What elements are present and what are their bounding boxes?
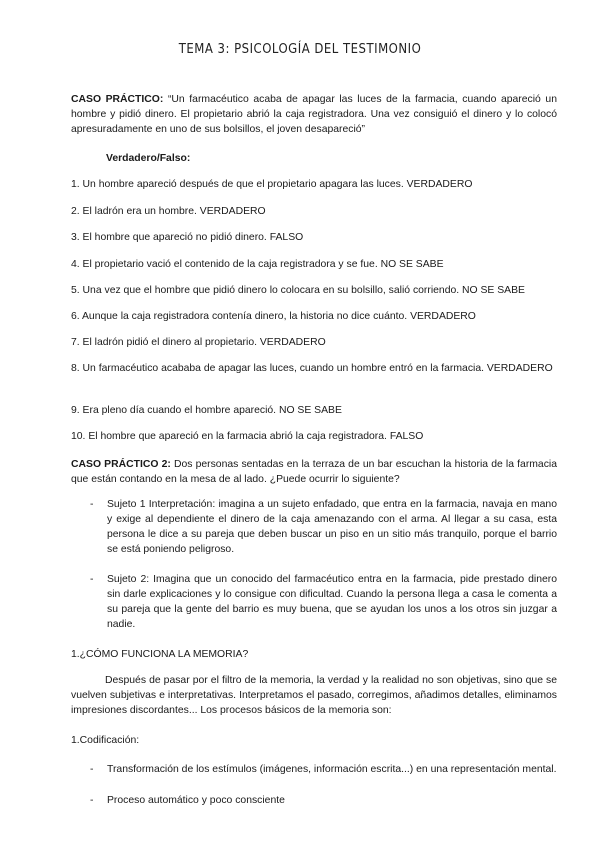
statement-9: 9. Era pleno día cuando el hombre apareció. NO SE SABE (71, 405, 342, 416)
page-title: TEMA 3: PSICOLOGÍA DEL TESTIMONIO (178, 42, 422, 57)
section1-paragraph: Después de pasar por el filtro de la memoria, la verdad y la realidad no son objetivas, sino que se vuelven subjetivas e interpretativas. Interpretamos el pasado, corregimos, añadimos detalles, eliminamos impresiones discordantes... Los procesos básicos de la memoria son: (71, 675, 557, 716)
bullet-dash: - (90, 795, 94, 806)
section1-bullet-2 (90, 793, 557, 808)
statement-7: 7. El ladrón pidió el dinero al propietario. VERDADERO (71, 337, 326, 348)
statement-8: 8. Un farmacéutico acababa de apagar las luces, cuando un hombre entró en la farmacia. VERDADERO (71, 363, 553, 374)
case2-bullet-2 (90, 572, 557, 634)
section1-bullet-1-text: Transformación de los estímulos (imágenes, información escrita...) en una representación mental. (107, 764, 557, 775)
statement-1: 1. Un hombre apareció después de que el propietario apagara las luces. VERDADERO (71, 179, 473, 190)
case2-paragraph (71, 457, 557, 487)
statement-5: 5. Una vez que el hombre que pidió dinero lo colocara en su bolsillo, salió corriendo. NO SE SABE (71, 285, 525, 296)
case2-bullet-2-text: Sujeto 2: Imagina que un conocido del farmacéutico entra en la farmacia, pide prestado dinero sin darle explicaciones y lo consigue con dificultad. Cuando la persona llega a casa le comenta a su pareja que la gente del barrio es muy buena, que se ayudan los unos a los otros sin juzgar a nadie. (107, 574, 557, 630)
statement-2: 2. El ladrón era un hombre. VERDADERO (71, 206, 266, 217)
case2-text: Dos personas sentadas en la terraza de un bar escuchan la historia de la farmacia que están contando en la mesa de al lado. ¿Puede ocurrir lo siguiente? (71, 459, 557, 485)
bullet-dash: - (90, 574, 94, 585)
section1-heading: 1.¿CÓMO FUNCIONA LA MEMORIA? (71, 649, 249, 660)
case1-label: CASO PRÁCTICO: (71, 94, 164, 105)
case2-bullet-1-text: Sujeto 1 Interpretación: imagina a un sujeto enfadado, que entra en la farmacia, navaja en mano y exige al dependiente el dinero de la caja amenazando con el arma. Al llegar a su casa, esta persona le dice a su pareja que deben buscar un piso en un sitio más tranquilo, porque el barrio se está poniendo peligroso. (107, 499, 557, 555)
section1-subheading: 1.Codificación: (71, 735, 140, 746)
statement-10: 10. El hombre que apareció en la farmacia abrió la caja registradora. FALSO (71, 431, 424, 442)
statement-4: 4. El propietario vació el contenido de la caja registradora y se fue. NO SE SABE (71, 259, 444, 270)
tf-heading: Verdadero/Falso: (106, 153, 191, 164)
section1-bullet-2-text: Proceso automático y poco consciente (107, 795, 285, 806)
case2-bullet-1 (90, 497, 557, 559)
case1-paragraph (71, 92, 557, 137)
case1-text: “Un farmacéutico acaba de apagar las luces de la farmacia, cuando apareció un hombre y pidió dinero. El propietario abrió la caja registradora. Una vez consiguió el dinero y lo colocó apresuradamente en uno de sus bolsillos, el joven desapareció” (71, 94, 557, 135)
statement-6: 6. Aunque la caja registradora contenía dinero, la historia no dice cuánto. VERDADERO (71, 311, 476, 322)
statement-3: 3. El hombre que apareció no pidió dinero. FALSO (71, 232, 304, 243)
case2-label: CASO PRÁCTICO 2: (71, 459, 171, 470)
bullet-dash: - (90, 499, 94, 510)
bullet-dash: - (90, 764, 94, 775)
section1-bullet-1 (90, 762, 557, 792)
